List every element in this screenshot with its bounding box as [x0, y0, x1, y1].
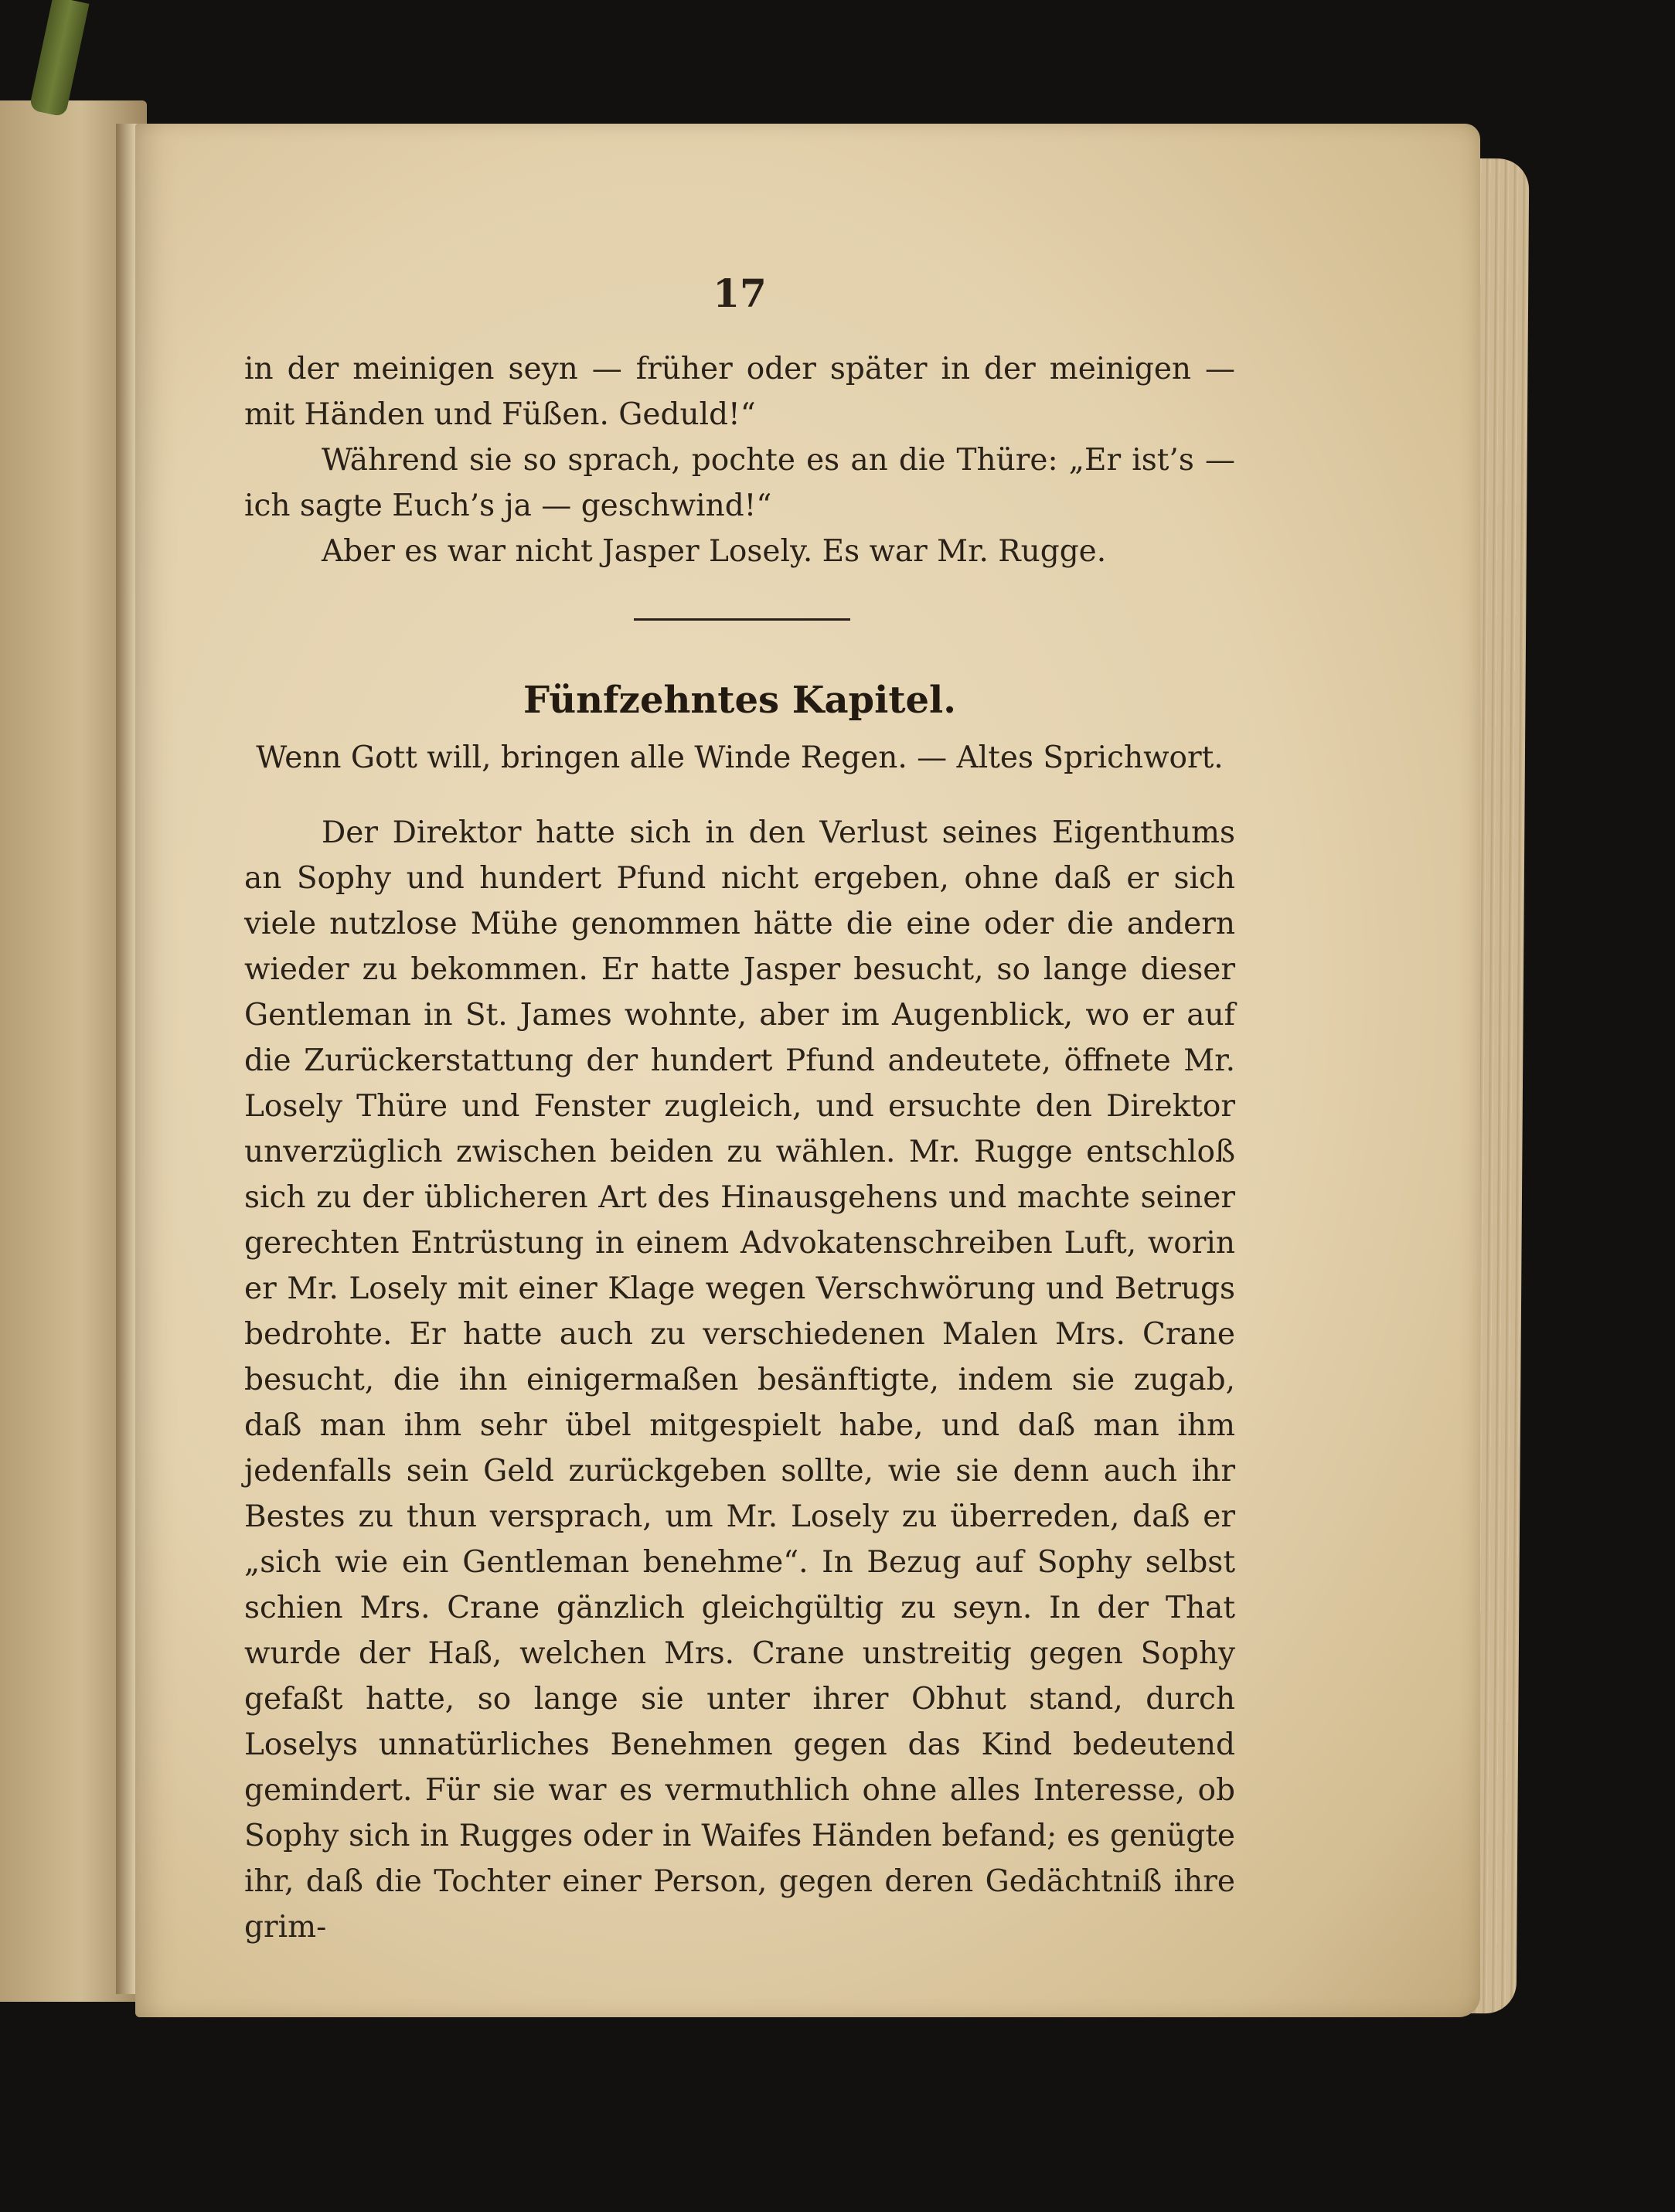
paragraph-visitor: Aber es war nicht Jasper Losely. Es war Mr. Rugge. [322, 534, 1107, 569]
chapter-motto: Wenn Gott will, bringen alle Winde Regen. — Altes Sprichwort. [256, 740, 1224, 775]
paragraph-dialogue: Während sie so sprach, pochte es an die Thüre: „Er ist’s — ich sagte Euch’s ja — geschwind!“ [244, 443, 1235, 523]
chapter-title: Fünfzehntes Kapitel. [523, 679, 956, 722]
page-number: 17 [713, 271, 767, 316]
paragraph-continuation: in der meinigen seyn — früher oder später in der meinigen — mit Händen und Füßen. Geduld!“ [244, 352, 1235, 432]
section-divider [634, 618, 850, 621]
chapter-body-paragraph: Der Direktor hatte sich in den Verlust seines Eigenthums an Sophy und hundert Pfund nicht ergeben, ohne daß er sich viele nutzlose Mühe genommen hätte die eine oder die andern wieder zu bekommen. Er hatte Jasper besucht, so lange dieser Gentleman in St. James wohnte, aber im Augenblick, wo er auf die Zurückerstattung der hundert Pfund andeutete, öffnete Mr. Losely Thüre und Fenster zugleich, und ersuchte den Direktor unverzüglich zwischen beiden zu wählen. Mr. Rugge entschloß sich zu der üblicheren Art des Hinausgehens und machte seiner gerechten Entrüstung in einem Advokatenschreiben Luft, worin er Mr. Losely mit einer Klage wegen Verschwörung und Betrugs bedrohte. Er hatte auch zu verschiedenen Malen Mrs. Crane besucht, die ihn einigermaßen besänftigte, indem sie zugab, daß man ihm sehr übel mitgespielt habe, und daß man ihm jedenfalls sein Geld zurückgeben sollte, wie sie denn auch ihr Bestes zu thun versprach, um Mr. Losely zu überreden, daß er „sich wie ein Gentleman benehme“. In Bezug auf Sophy selbst schien Mrs. Crane gänzlich gleichgültig zu seyn. In der That wurde der Haß, welchen Mrs. Crane unstreitig gegen Sophy gefaßt hatte, so lange sie unter ihrer Obhut stand, durch Loselys unnatürliches Benehmen gegen das Kind bedeutend gemindert. Für sie war es vermuthlich ohne alles Interesse, ob Sophy sich in Rugges oder in Waifes Händen befand; es genügte ihr, daß die Tochter einer Person, gegen deren Gedächtniß ihre grim- [244, 815, 1235, 1945]
